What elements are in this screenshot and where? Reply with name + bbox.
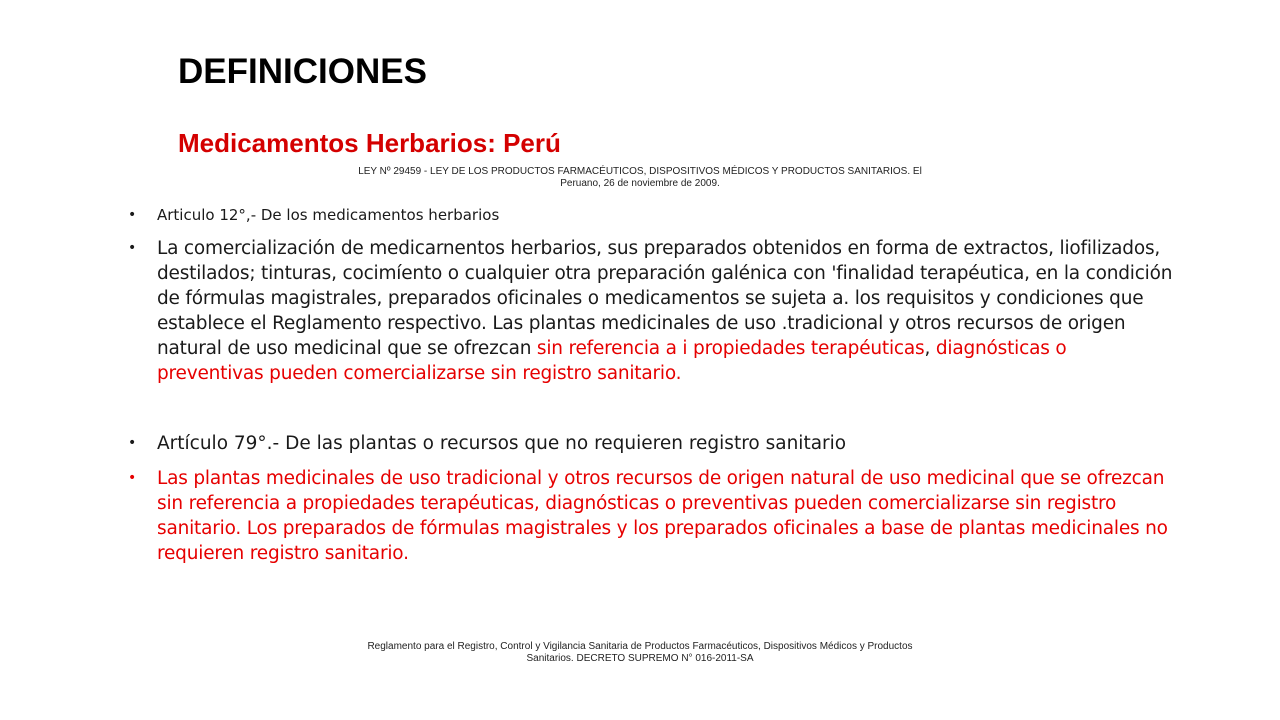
regulation-citation	[290, 641, 990, 665]
bullet-dot: •	[128, 207, 137, 223]
bullet-text-comma: ,	[924, 338, 936, 359]
regulation-citation-line-1: Reglamento para el Registro, Control y Vigilancia Sanitaria de Productos Farmacéuticos, Dispositivos Médicos y Productos	[367, 641, 913, 652]
bullet-text: La comercialización de medicarnentos herbarios, sus preparados obtenidos en forma de extractos, liofilizados, destilados; tinturas, cocimíento o cualquier otra preparación galénica con 'finalidad terapéutica, en la condición de fórmulas magistrales, preparados oficinales o medicamentos se sujeta a. los requisitos y condiciones que establece el Reglamento respectivo. Las plantas medicinales de uso .tradicional y otros recursos de origen natural de uso medicinal que se ofrezcan	[157, 238, 1173, 359]
bullet-text: Artículo 79°.- De las plantas o recursos que no requieren registro sanitario	[157, 433, 847, 454]
slide-subtitle: Medicamentos Herbarios: Perú	[178, 128, 561, 158]
bullet-text: Las plantas medicinales de uso tradicional y otros recursos de origen natural de uso medicinal que se ofrezcan sin referencia a propiedades terapéuticas, diagnósticas o preventivas pueden comercializarse sin registro sanitario. Los preparados de fórmulas magistrales y los preparados oficinales a base de plantas medicinales no requieren registro sanitario.	[157, 468, 1168, 564]
slide-title: DEFINICIONES	[178, 52, 427, 91]
bullet-article-12-heading	[128, 204, 1178, 226]
highlighted-text: sin referencia a i propiedades terapéuticas	[536, 338, 925, 359]
bullet-article-12-body	[128, 236, 1178, 386]
regulation-citation-line-2: Sanitarios. DECRETO SUPREMO N° 016-2011-SA	[526, 653, 754, 664]
law-citation-line-2: Peruano, 26 de noviembre de 2009.	[560, 178, 720, 189]
law-citation	[290, 166, 990, 190]
bullet-article-79-body	[128, 466, 1178, 566]
bullet-article-79-heading	[128, 431, 1178, 456]
highlighted-text: diagnósticas o preventivas pueden comercializarse sin registro sanitario.	[157, 338, 1067, 384]
bullet-dot: •	[128, 470, 137, 486]
bullet-dot: •	[128, 240, 137, 256]
bullet-list	[128, 204, 1178, 566]
bullet-text: Articulo 12°,- De los medicamentos herbarios	[157, 206, 500, 224]
law-citation-line-1: LEY Nº 29459 - LEY DE LOS PRODUCTOS FARMACÉUTICOS, DISPOSITIVOS MÉDICOS Y PRODUCTOS SANITARIOS. El	[358, 166, 922, 177]
bullet-dot: •	[128, 435, 137, 451]
